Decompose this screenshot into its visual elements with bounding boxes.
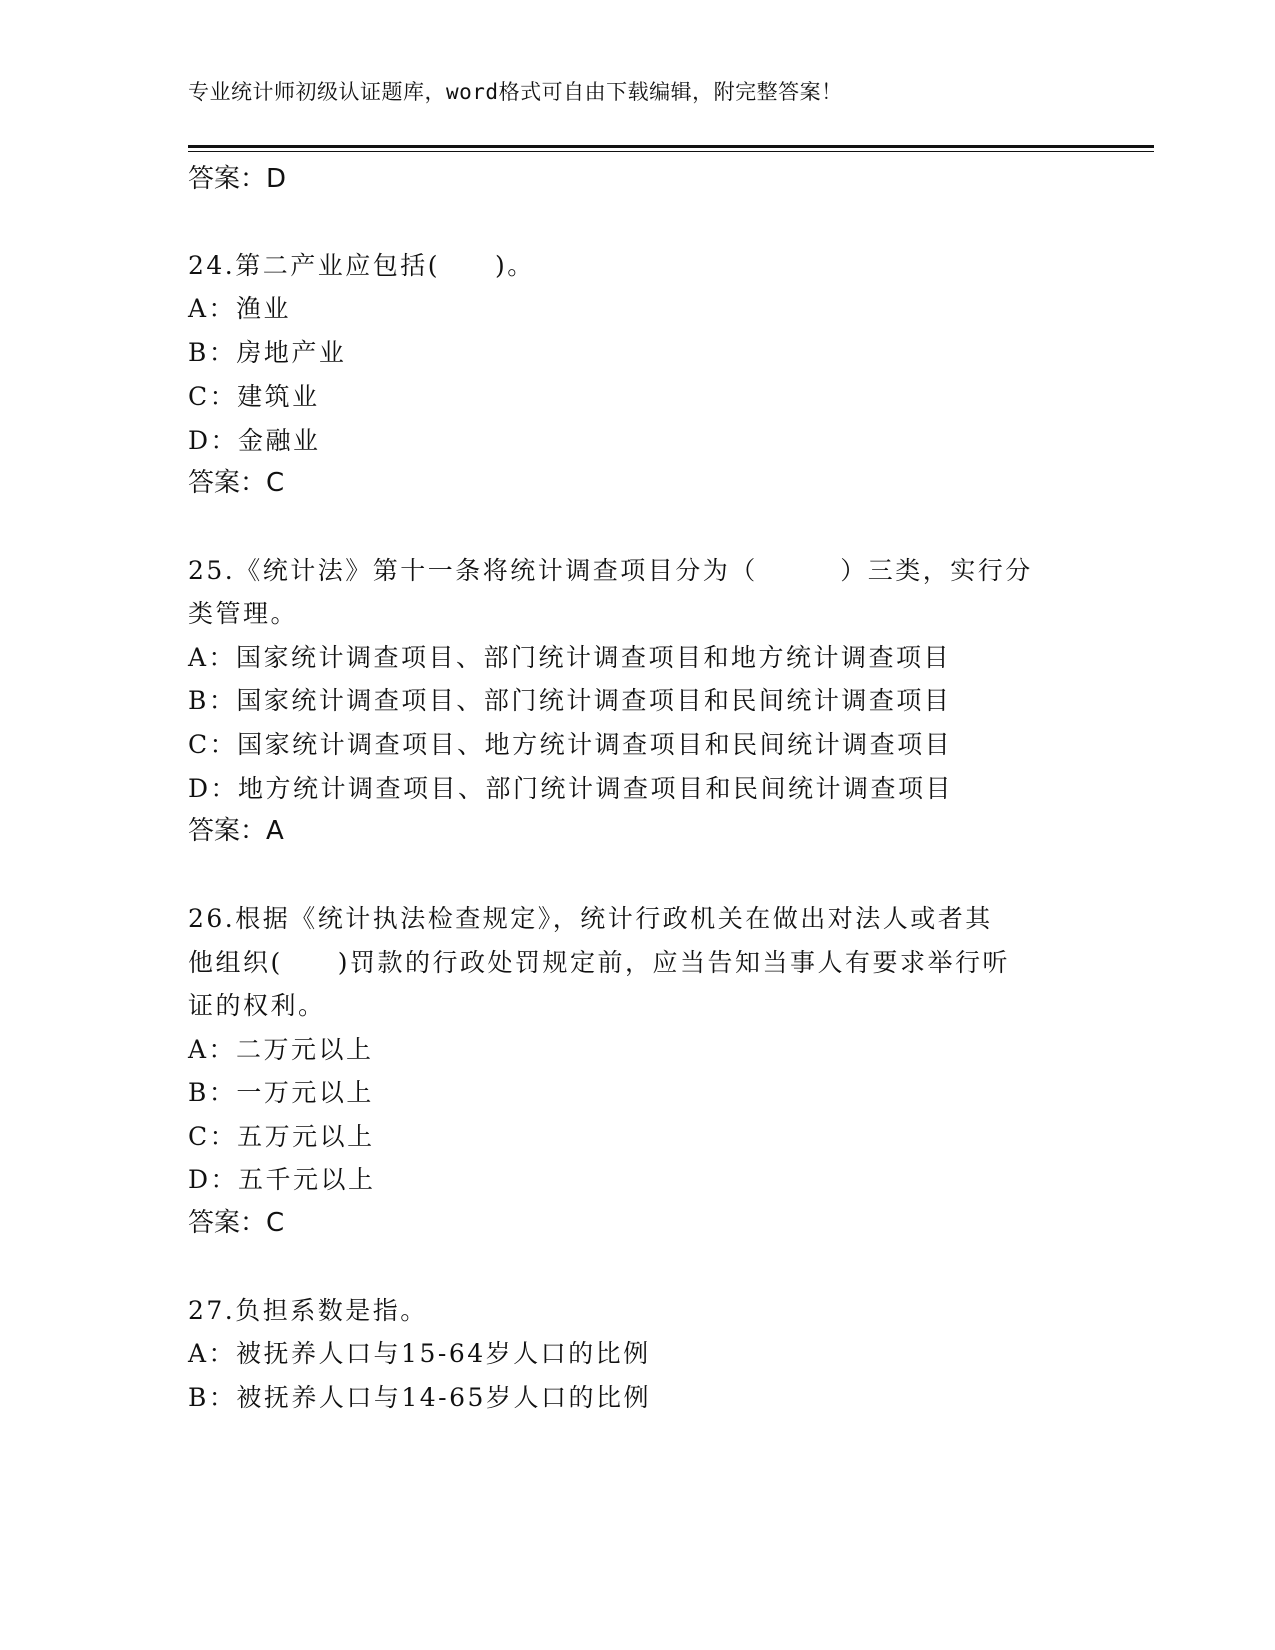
question-27-option-b: B：被抚养人口与14-65岁人口的比例: [188, 1383, 651, 1412]
question-25-option-c: C：国家统计调查项目、地方统计调查项目和民间统计调查项目: [188, 730, 953, 759]
question-26-stem-line-1: 26.根据《统计执法检查规定》，统计行政机关在做出对法人或者其: [188, 904, 993, 933]
question-26-option-d: D：五千元以上: [188, 1165, 376, 1194]
page-header: 专业统计师初级认证题库，word格式可自由下载编辑，附完整答案！: [188, 80, 843, 104]
question-24-stem: 24.第二产业应包括( )。: [188, 251, 535, 280]
question-27-stem: 27.负担系数是指。: [188, 1296, 428, 1325]
question-26-option-b: B：一万元以上: [188, 1078, 374, 1107]
header-divider-thin: [188, 151, 1154, 152]
question-25-option-d: D：地方统计调查项目、部门统计调查项目和民间统计调查项目: [188, 774, 954, 803]
question-26-option-a: A：二万元以上: [188, 1035, 374, 1064]
question-26-stem-line-2: 他组织( )罚款的行政处罚规定前，应当告知当事人有要求举行听: [188, 948, 1011, 977]
question-25-option-b: B：国家统计调查项目、部门统计调查项目和民间统计调查项目: [188, 686, 952, 715]
question-25-answer: 答案：A: [188, 816, 284, 846]
question-26-stem-line-3: 证的权利。: [188, 991, 326, 1020]
question-24-option-b: B：房地产业: [188, 338, 347, 367]
answer-previous: 答案：D: [188, 164, 287, 194]
question-24-option-a: A：渔业: [188, 294, 292, 323]
question-24-option-c: C：建筑业: [188, 382, 320, 411]
question-24-option-d: D：金融业: [188, 426, 321, 455]
header-divider: [188, 145, 1154, 148]
question-24-answer: 答案：C: [188, 468, 285, 498]
question-27-option-a: A：被抚养人口与15-64岁人口的比例: [188, 1339, 651, 1368]
question-25-option-a: A：国家统计调查项目、部门统计调查项目和地方统计调查项目: [188, 643, 952, 672]
question-26-answer: 答案：C: [188, 1208, 285, 1238]
question-25-stem-line-2: 类管理。: [188, 599, 299, 628]
question-26-option-c: C：五万元以上: [188, 1122, 375, 1151]
question-25-stem-line-1: 25.《统计法》第十一条将统计调查项目分为（ ）三类，实行分: [188, 556, 1033, 585]
